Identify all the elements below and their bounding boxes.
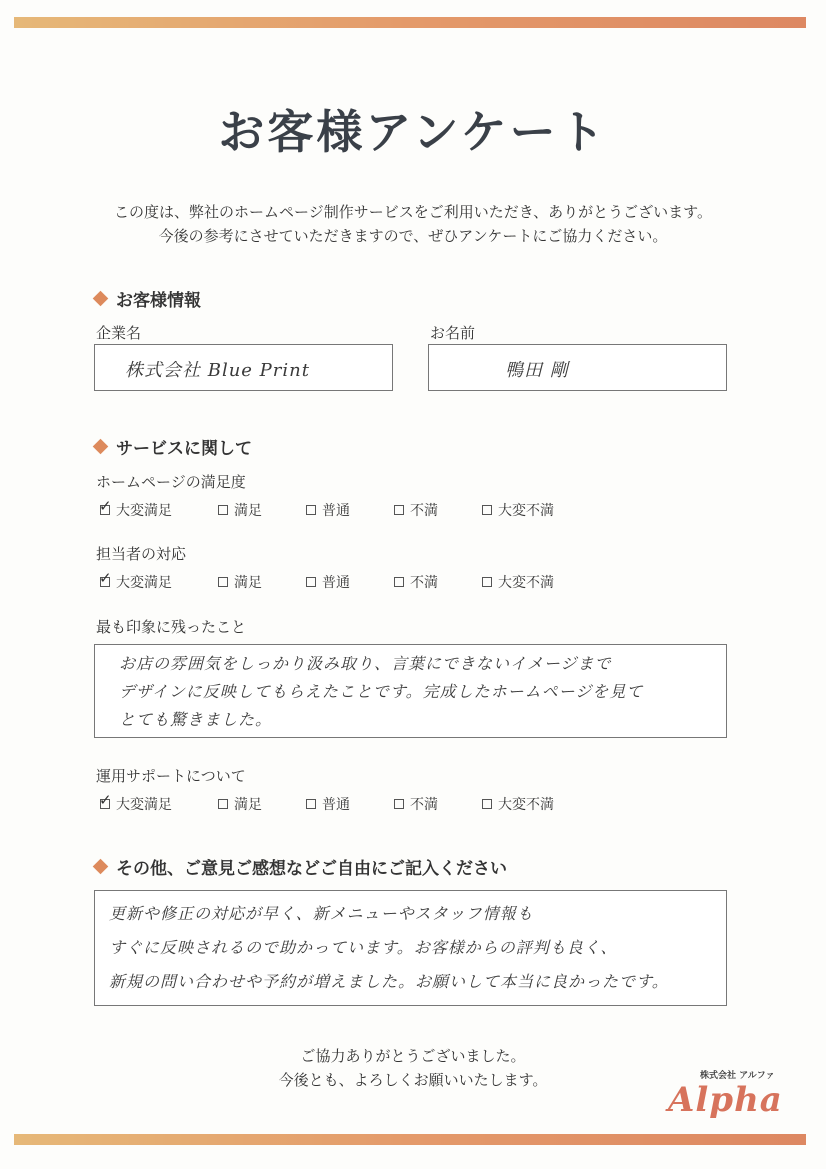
q3-answer-line-3: とても驚きました。	[119, 710, 273, 729]
q3-answer-field[interactable]	[94, 644, 727, 738]
company-logo-subtitle: 株式会社 アルファ	[700, 1071, 775, 1081]
checkbox-icon[interactable]	[306, 577, 316, 587]
checkbox-icon[interactable]	[306, 505, 316, 515]
checkbox-checked-icon[interactable]	[100, 577, 110, 587]
checkbox-icon[interactable]	[394, 577, 404, 587]
section-customer-info	[95, 286, 201, 311]
q2-option-dissatisfied[interactable]: 不満	[394, 572, 482, 592]
comments-line-1: 更新や修正の対応が早く、新メニューやスタッフ情報も	[109, 904, 534, 923]
checkbox-icon[interactable]	[218, 505, 228, 515]
thanks-line-2: 今後とも、よろしくお願いいたします。	[278, 1071, 548, 1089]
checkbox-checked-icon[interactable]	[100, 799, 110, 809]
thanks-line-1: ご協力ありがとうございました。	[300, 1047, 526, 1065]
q2-option-satisfied[interactable]: 満足	[218, 572, 306, 592]
diamond-icon	[93, 291, 109, 307]
company-label: 企業名	[96, 324, 142, 342]
q4-option-very-satisfied[interactable]: ✓ 大変満足	[100, 794, 218, 814]
checkbox-icon[interactable]	[482, 577, 492, 587]
page-title: お客様アンケート	[218, 105, 608, 159]
q4-option-very-dissatisfied[interactable]: 大変不満	[482, 794, 570, 814]
name-field[interactable]	[428, 344, 727, 391]
q1-label: ホームページの満足度	[96, 473, 246, 491]
q3-label: 最も印象に残ったこと	[96, 618, 247, 636]
checkbox-icon[interactable]	[394, 799, 404, 809]
intro-line-2: 今後の参考にさせていただきますので、ぜひアンケートにご協力ください。	[158, 227, 668, 245]
comments-field[interactable]	[94, 890, 727, 1006]
bottom-decorative-bar	[14, 1134, 806, 1145]
diamond-icon	[93, 859, 109, 875]
q1-options	[100, 500, 570, 520]
section-heading-customer: お客様情報	[116, 291, 201, 311]
company-value: 株式会社 Blue Print	[125, 360, 310, 381]
q3-answer-line-1: お店の雰囲気をしっかり汲み取り、言葉にできないイメージまで	[119, 654, 612, 673]
q2-options	[100, 572, 570, 592]
q1-option-dissatisfied[interactable]: 不満	[394, 500, 482, 520]
section-comments	[95, 854, 507, 879]
checkbox-icon[interactable]	[482, 799, 492, 809]
comments-line-3: 新規の問い合わせや予約が増えました。お願いして本当に良かったです。	[109, 972, 669, 991]
q1-option-very-satisfied[interactable]: ✓ 大変満足	[100, 500, 218, 520]
checkbox-icon[interactable]	[218, 799, 228, 809]
intro-text	[0, 200, 826, 248]
q4-option-satisfied[interactable]: 満足	[218, 794, 306, 814]
q4-options	[100, 794, 570, 814]
checkbox-icon[interactable]	[394, 505, 404, 515]
q4-label: 運用サポートについて	[96, 767, 246, 785]
top-decorative-bar	[14, 17, 806, 28]
q1-option-neutral[interactable]: 普通	[306, 500, 394, 520]
checkbox-icon[interactable]	[218, 577, 228, 587]
comments-line-2: すぐに反映されるので助かっています。お客様からの評判も良く、	[109, 938, 618, 957]
section-heading-comments: その他、ご意見ご感想などご自由にご記入ください	[116, 859, 507, 879]
name-label: お名前	[430, 324, 476, 342]
name-value: 鴨田 剛	[505, 360, 569, 381]
q4-option-neutral[interactable]: 普通	[306, 794, 394, 814]
q3-answer-line-2: デザインに反映してもらえたことです。完成したホームページを見て	[119, 682, 644, 701]
company-field[interactable]	[94, 344, 393, 391]
section-heading-service: サービスに関して	[116, 439, 252, 459]
section-service	[95, 434, 252, 459]
checkbox-icon[interactable]	[306, 799, 316, 809]
q2-option-very-dissatisfied[interactable]: 大変不満	[482, 572, 570, 592]
q1-option-very-dissatisfied[interactable]: 大変不満	[482, 500, 570, 520]
q4-option-dissatisfied[interactable]: 不満	[394, 794, 482, 814]
diamond-icon	[93, 439, 109, 455]
q2-option-neutral[interactable]: 普通	[306, 572, 394, 592]
checkbox-checked-icon[interactable]	[100, 505, 110, 515]
q1-option-satisfied[interactable]: 満足	[218, 500, 306, 520]
q2-label: 担当者の対応	[96, 545, 187, 563]
intro-line-1: この度は、弊社のホームページ制作サービスをご利用いただき、ありがとうございます。	[114, 203, 712, 221]
company-logo: Alpha	[668, 1080, 783, 1120]
q2-option-very-satisfied[interactable]: ✓ 大変満足	[100, 572, 218, 592]
checkbox-icon[interactable]	[482, 505, 492, 515]
